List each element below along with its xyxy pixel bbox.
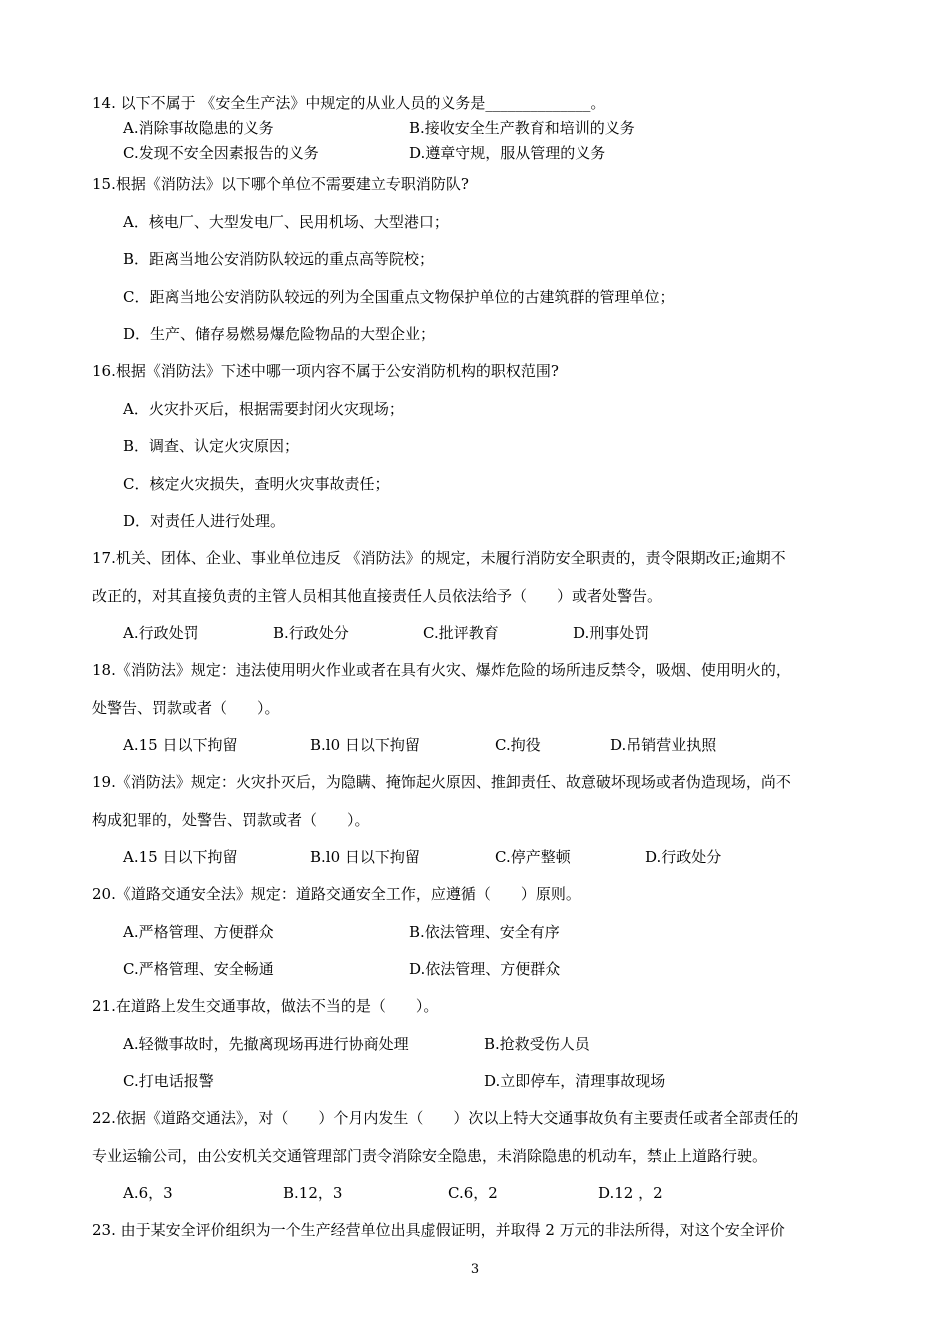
q20-option-b: B.依法管理、安全有序 — [409, 923, 560, 941]
q21-option-b: B.抢救受伤人员 — [484, 1035, 590, 1053]
q14-option-c: C.发现不安全因素报告的义务 — [123, 144, 319, 162]
q18-option-c: C.拘役 — [495, 736, 541, 754]
q21-option-a: A.轻微事故时，先撤离现场再进行协商处理 — [123, 1035, 409, 1053]
q18-stem-line2: 处警告、罚款或者（ ）。 — [92, 699, 280, 717]
q14-option-d: D.遵章守规，服从管理的义务 — [409, 144, 606, 162]
q21-stem: 21.在道路上发生交通事故，做法不当的是（ ）。 — [92, 997, 439, 1015]
q16-option-a: A．火灾扑灭后，根据需要封闭火灾现场； — [123, 400, 404, 418]
q14-option-b: B.接收安全生产教育和培训的义务 — [409, 119, 635, 137]
q15-stem: 15.根据《消防法》以下哪个单位不需要建立专职消防队? — [92, 175, 469, 193]
q20-option-a: A.严格管理、方便群众 — [123, 923, 274, 941]
q16-option-d: D．对责任人进行处理。 — [123, 512, 286, 530]
q22-stem-line2: 专业运输公司，由公安机关交通管理部门责令消除安全隐患，未消除隐患的机动车，禁止上道路行驶。 — [92, 1147, 768, 1165]
q16-option-b: B．调查、认定火灾原因； — [123, 437, 300, 455]
q14-option-a: A.消除事故隐患的义务 — [123, 119, 274, 137]
q21-option-c: C.打电话报警 — [123, 1072, 214, 1090]
q22-option-a: A.6，3 — [123, 1184, 173, 1202]
q22-stem-line1: 22.依据《道路交通法》，对（ ）个月内发生（ ）次以上特大交通事故负有主要责任或者全部责任的 — [92, 1109, 799, 1127]
q18-stem-line1: 18.《消防法》规定：违法使用明火作业或者在具有火灾、爆炸危险的场所违反禁令，吸烟、使用明火的， — [92, 661, 791, 679]
q16-stem: 16.根据《消防法》下述中哪一项内容不属于公安消防机构的职权范围? — [92, 362, 559, 380]
q14-stem: 14. 以下不属于 《安全生产法》中规定的从业人员的义务是______________。 — [92, 94, 606, 112]
q18-option-b: B.l0 日以下拘留 — [310, 736, 420, 754]
q22-option-d: D.12 ，2 — [598, 1184, 663, 1202]
q19-option-d: D.行政处分 — [645, 848, 722, 866]
q15-option-c: C．距离当地公安消防队较远的列为全国重点文物保护单位的古建筑群的管理单位； — [123, 288, 675, 306]
q15-option-a: A．核电厂、大型发电厂、民用机场、大型港口； — [123, 213, 449, 231]
q19-stem-line1: 19.《消防法》规定：火灾扑灭后，为隐瞒、掩饰起火原因、推卸责任、故意破坏现场或者伪造现场，尚不 — [92, 773, 791, 791]
q17-option-b: B.行政处分 — [273, 624, 349, 642]
q21-option-d: D.立即停车，清理事故现场 — [484, 1072, 666, 1090]
q19-option-a: A.15 日以下拘留 — [123, 848, 238, 866]
q17-option-a: A.行政处罚 — [123, 624, 199, 642]
q19-option-c: C.停产整顿 — [495, 848, 571, 866]
q17-stem-line2: 改正的，对其直接负责的主管人员相其他直接责任人员依法给予（ ）或者处警告。 — [92, 587, 663, 605]
page-number: 3 — [470, 1262, 480, 1277]
q15-option-b: B．距离当地公安消防队较远的重点高等院校； — [123, 250, 435, 268]
q15-option-d: D．生产、储存易燃易爆危险物品的大型企业； — [123, 325, 436, 343]
q18-option-a: A.15 日以下拘留 — [123, 736, 238, 754]
q20-option-c: C.严格管理、安全畅通 — [123, 960, 274, 978]
q22-option-c: C.6，2 — [448, 1184, 498, 1202]
q17-option-c: C.批评教育 — [423, 624, 499, 642]
q17-stem-line1: 17.机关、团体、企业、事业单位违反 《消防法》的规定，未履行消防安全职责的，责令限期改正;逾期不 — [92, 549, 786, 567]
q20-stem: 20.《道路交通安全法》规定：道路交通安全工作，应遵循（ ）原则。 — [92, 885, 581, 903]
q18-option-d: D.吊销营业执照 — [610, 736, 717, 754]
q16-option-c: C．核定火灾损失，查明火灾事故责任； — [123, 475, 390, 493]
q19-stem-line2: 构成犯罪的，处警告、罚款或者（ ）。 — [92, 811, 370, 829]
q22-option-b: B.12，3 — [283, 1184, 343, 1202]
q17-option-d: D.刑事处罚 — [573, 624, 650, 642]
q23-stem-line1: 23. 由于某安全评价组织为一个生产经营单位出具虚假证明，并取得 2 万元的非法所得，对这个安全评价 — [92, 1221, 785, 1239]
q19-option-b: B.l0 日以下拘留 — [310, 848, 420, 866]
q20-option-d: D.依法管理、方便群众 — [409, 960, 561, 978]
